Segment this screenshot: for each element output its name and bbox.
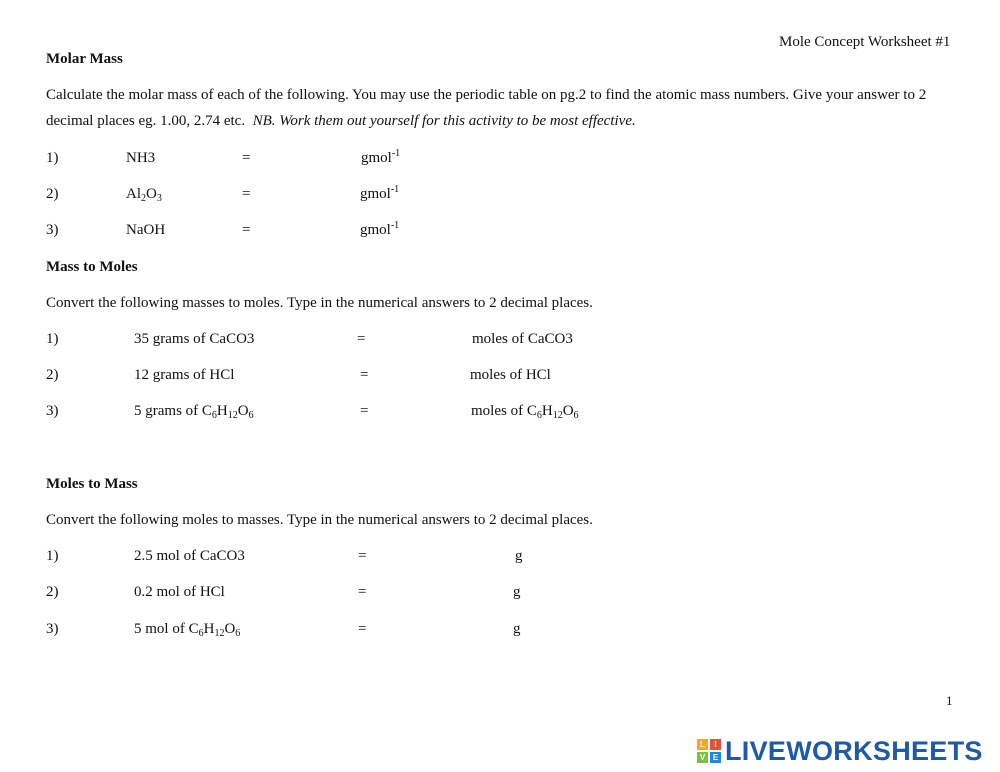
logo-block: E — [710, 752, 721, 763]
logo-block: I — [710, 739, 721, 750]
mass-to-moles-instructions: Convert the following masses to moles. Type in the numerical answers to 2 decimal places. — [46, 295, 593, 311]
molar-mass-instructions-line2 — [46, 112, 636, 130]
moles-to-mass-instructions: Convert the following moles to masses. Type in the numerical answers to 2 decimal places. — [46, 512, 593, 528]
unit-label: gmol$^{-1}$ — [360, 220, 400, 238]
answer-field-molar-mass-2[interactable] — [262, 185, 334, 203]
moles-prompt: 2.5 mol of CaCO3 — [134, 548, 245, 564]
logo-blocks-icon — [697, 739, 721, 763]
mass-prompt: 35 grams of CaCO3 — [134, 331, 255, 347]
mass-prompt: 5 grams of $C_6H_{12}O_6$ — [134, 403, 254, 421]
answer-field-mass-to-moles-1[interactable] — [385, 330, 457, 348]
equals-sign: = — [358, 548, 367, 564]
page-number: 1 — [946, 693, 953, 708]
instructions-text: decimal places eg. 1.00, 2.74 etc. — [46, 113, 246, 129]
compound-nh3: NH3 — [126, 150, 156, 166]
compound-naoh: NaOH — [126, 222, 166, 238]
unit-label: gmol$^{-1}$ — [360, 184, 400, 202]
moles-prompt: 5 mol of $C_6H_{12}O_6$ — [134, 621, 241, 639]
worksheet-title: Mole Concept Worksheet #1 — [779, 34, 951, 50]
answer-field-mass-to-moles-2[interactable] — [385, 366, 457, 384]
answer-field-molar-mass-3[interactable] — [262, 221, 334, 239]
compound-al2o3: $Al_2O_3$ — [126, 186, 162, 204]
section-heading-mass-to-moles: Mass to Moles — [46, 259, 138, 275]
logo-block: V — [697, 752, 708, 763]
unit-label: moles of CaCO3 — [472, 331, 573, 347]
row-number: 3) — [46, 222, 59, 238]
row-number: 2) — [46, 584, 59, 600]
equals-sign: = — [242, 222, 251, 238]
liveworksheets-logo — [697, 735, 983, 767]
unit-label: g — [513, 584, 521, 600]
unit-label: g — [515, 548, 523, 564]
row-number: 3) — [46, 621, 59, 637]
answer-field-moles-to-mass-1[interactable] — [395, 547, 467, 565]
row-number: 3) — [46, 403, 59, 419]
unit-label: moles of HCl — [470, 367, 551, 383]
row-number: 1) — [46, 548, 59, 564]
section-heading-moles-to-mass: Moles to Mass — [46, 476, 138, 492]
equals-sign: = — [360, 403, 369, 419]
unit-label: moles of $C_6H_{12}O_6$ — [471, 403, 579, 421]
molar-mass-instructions-line1: Calculate the molar mass of each of the following. You may use the periodic table on pg.2 to find the atomic mass numbers. Give your answer to 2 — [46, 87, 927, 103]
unit-label: g — [513, 621, 521, 637]
answer-field-molar-mass-1[interactable] — [262, 149, 334, 167]
equals-sign: = — [360, 367, 369, 383]
instructions-note: NB. Work them out yourself for this activity to be most effective. — [252, 113, 636, 129]
equals-sign: = — [242, 186, 251, 202]
answer-field-mass-to-moles-3[interactable] — [385, 402, 457, 420]
row-number: 2) — [46, 367, 59, 383]
equals-sign: = — [242, 150, 251, 166]
equals-sign: = — [358, 584, 367, 600]
answer-field-moles-to-mass-2[interactable] — [395, 583, 467, 601]
answer-field-moles-to-mass-3[interactable] — [395, 620, 467, 638]
row-number: 1) — [46, 150, 59, 166]
unit-label: gmol$^{-1}$ — [361, 148, 401, 166]
row-number: 2) — [46, 186, 59, 202]
equals-sign: = — [358, 621, 367, 637]
equals-sign: = — [357, 331, 366, 347]
logo-block: L — [697, 739, 708, 750]
moles-prompt: 0.2 mol of HCl — [134, 584, 225, 600]
section-heading-molar-mass: Molar Mass — [46, 51, 123, 67]
row-number: 1) — [46, 331, 59, 347]
mass-prompt: 12 grams of HCl — [134, 367, 235, 383]
logo-text: LIVEWORKSHEETS — [725, 735, 983, 766]
